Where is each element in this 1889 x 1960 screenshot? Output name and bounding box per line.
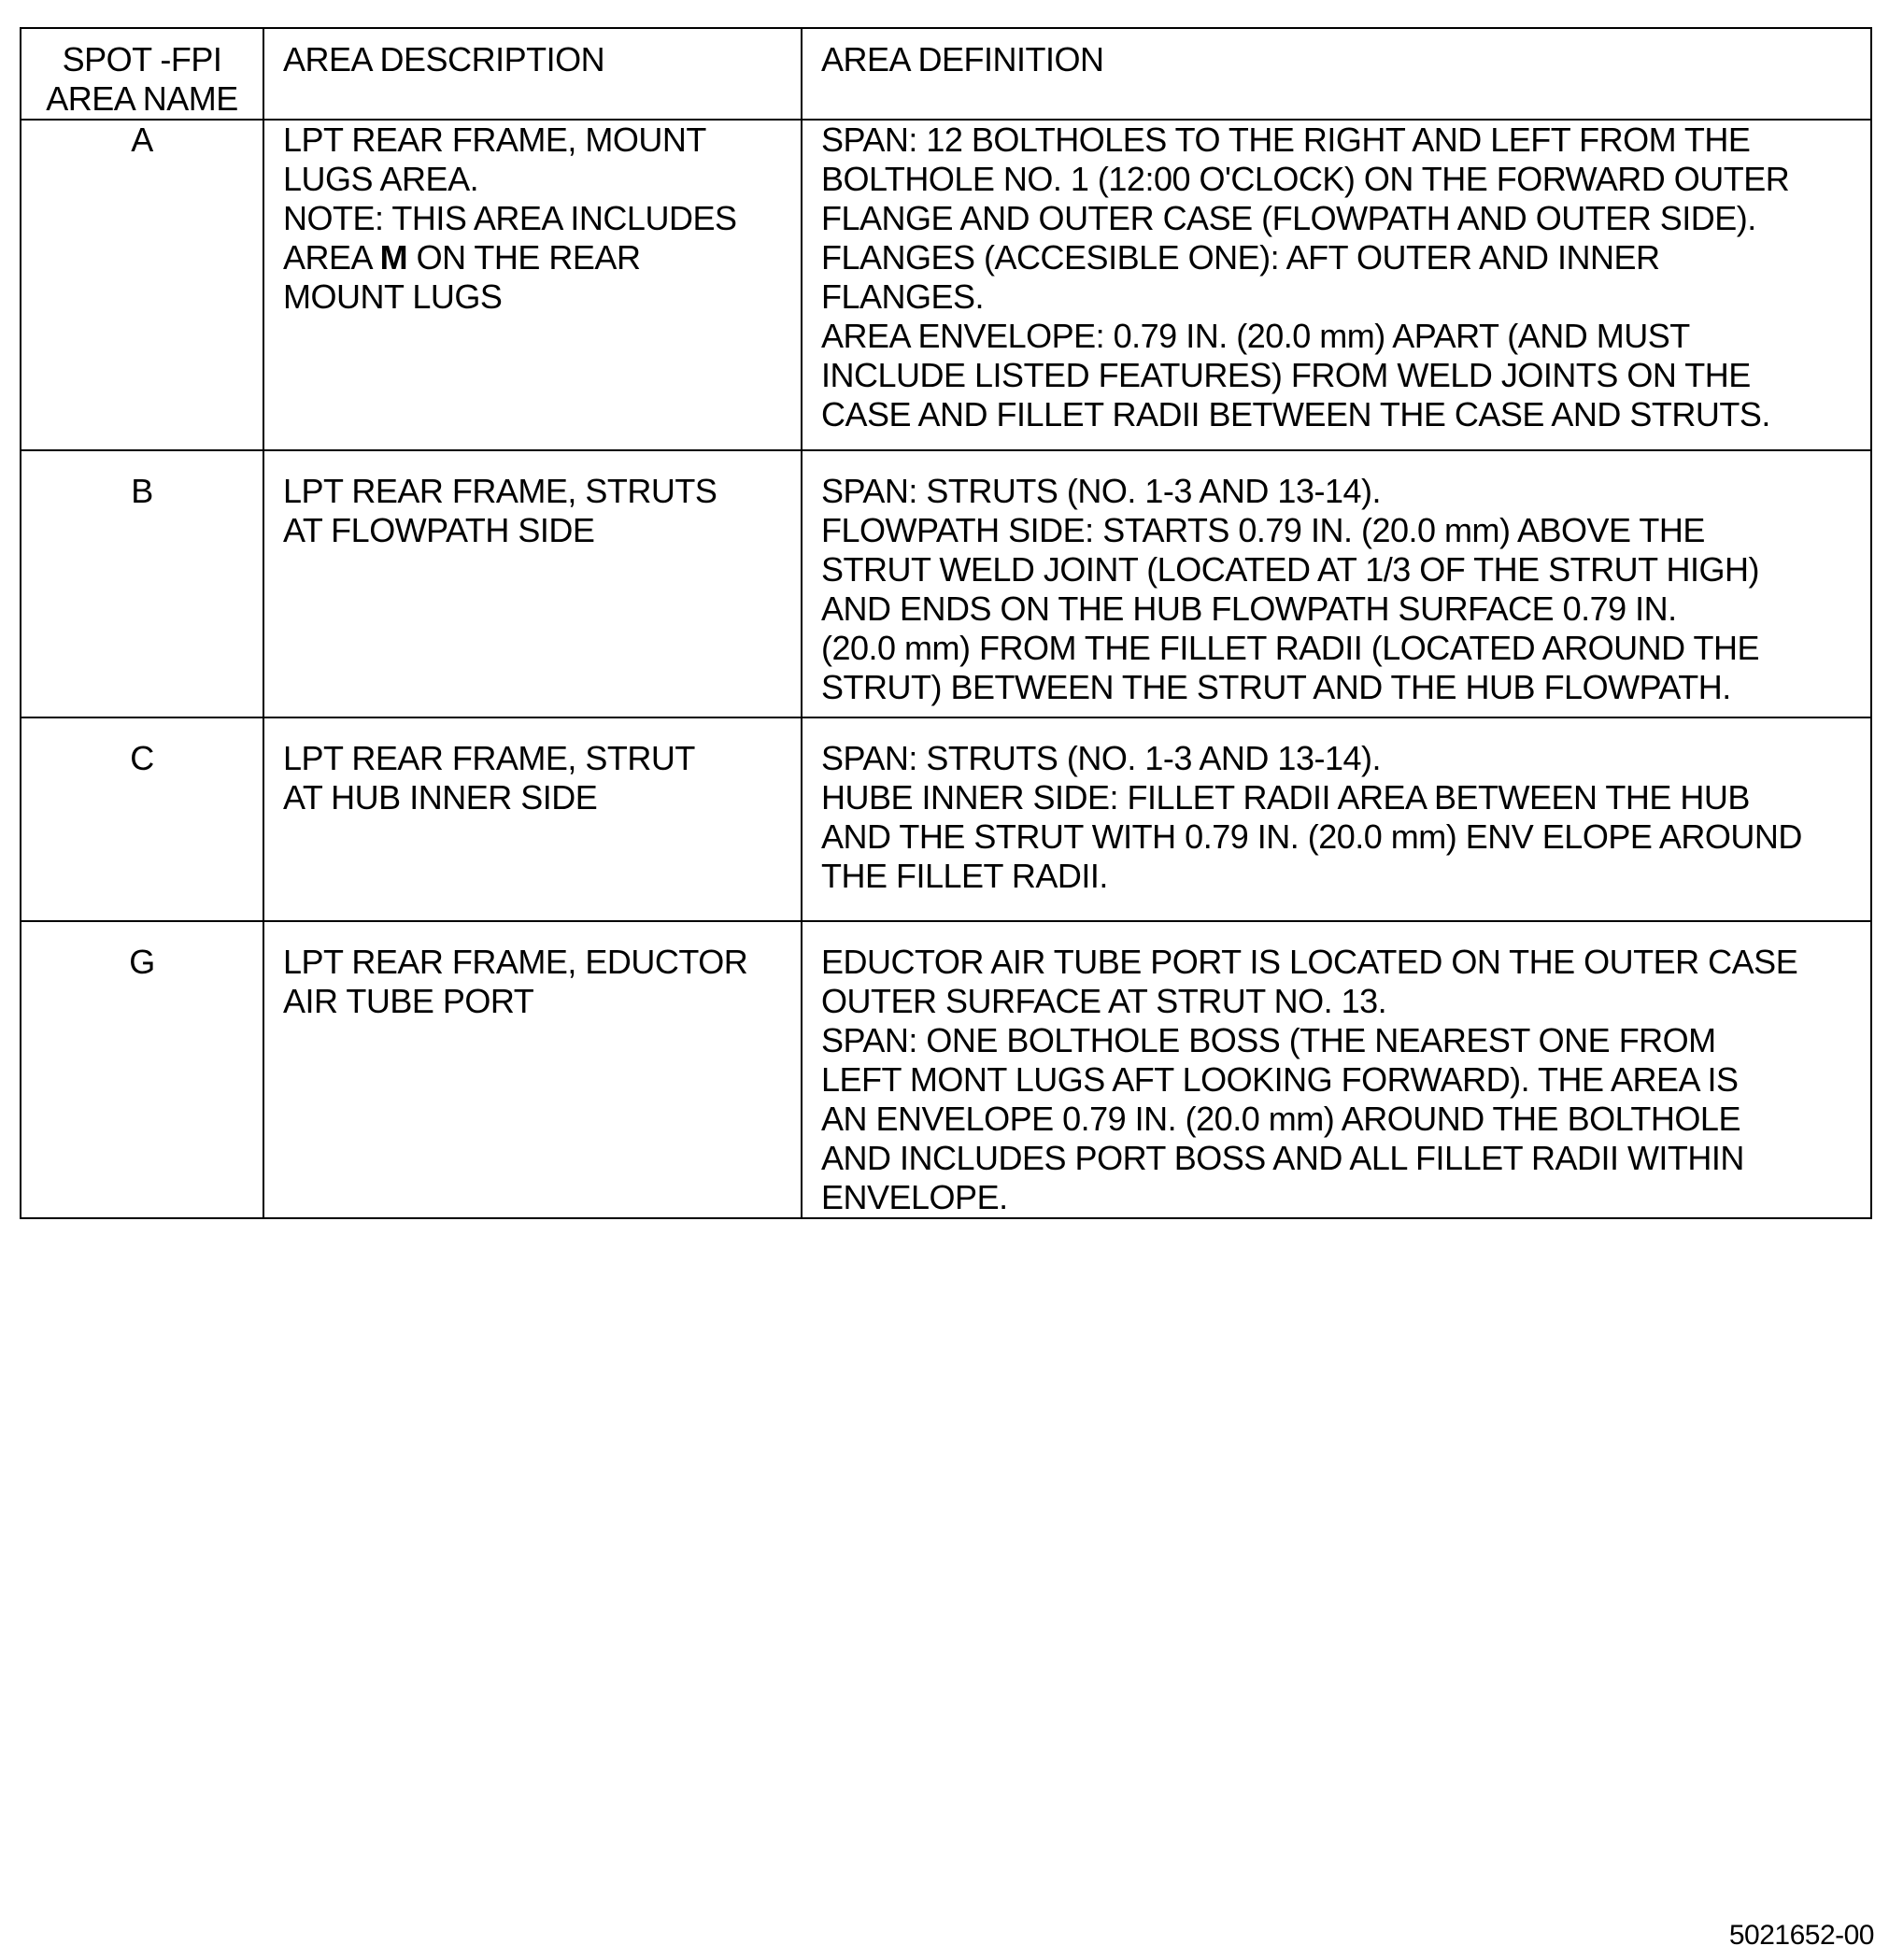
area-name-cell: A xyxy=(21,120,263,450)
area-definition-cell: SPAN: STRUTS (NO. 1-3 AND 13-14). HUBE INNER SIDE: FILLET RADII AREA BETWEEN THE HUB AND THE STRUT WITH 0.79 IN. (20.0 mm) ENV ELOPE AROUND THE FILLET RADII. xyxy=(802,717,1871,921)
table-row xyxy=(21,717,1871,921)
area-definition-cell: SPAN: 12 BOLTHOLES TO THE RIGHT AND LEFT FROM THE BOLTHOLE NO. 1 (12:00 O'CLOCK) ON THE FORWARD OUTER FLANGE AND OUTER CASE (FLOWPATH AND OUTER SIDE). FLANGES (ACCESIBLE ONE): AFT OUTER AND INNER FLANGES. AREA ENVELOPE: 0.79 IN. (20.0 mm) APART (AND MUST INCLUDE LISTED FEATURES) FROM WELD JOINTS ON THE CASE AND FILLET RADII BETWEEN THE CASE AND STRUTS. xyxy=(802,120,1871,450)
area-name-cell: B xyxy=(21,450,263,717)
header-area-description: AREA DESCRIPTION xyxy=(263,28,802,120)
area-description-cell: LPT REAR FRAME, EDUCTOR AIR TUBE PORT xyxy=(263,921,802,1218)
area-name-cell: G xyxy=(21,921,263,1218)
description-text: ON THE REAR MOUNT LUGS xyxy=(283,238,641,316)
area-description-cell xyxy=(263,120,802,450)
table-row xyxy=(21,921,1871,1218)
area-name-cell: C xyxy=(21,717,263,921)
area-description-cell: LPT REAR FRAME, STRUTS AT FLOWPATH SIDE xyxy=(263,450,802,717)
table-row xyxy=(21,450,1871,717)
header-area-name: SPOT -FPI AREA NAME xyxy=(21,28,263,120)
area-description-cell: LPT REAR FRAME, STRUT AT HUB INNER SIDE xyxy=(263,717,802,921)
table-header-row xyxy=(21,28,1871,120)
header-area-definition: AREA DEFINITION xyxy=(802,28,1871,120)
figure-id: 5021652-00 xyxy=(1728,1920,1874,1951)
spot-fpi-area-table xyxy=(20,27,1872,1219)
table-row xyxy=(21,120,1871,450)
description-bold-area-letter: M xyxy=(379,238,408,277)
area-definition-cell: SPAN: STRUTS (NO. 1-3 AND 13-14). FLOWPATH SIDE: STARTS 0.79 IN. (20.0 mm) ABOVE THE STRUT WELD JOINT (LOCATED AT 1/3 OF THE STRUT HIGH) AND ENDS ON THE HUB FLOWPATH SURFACE 0.79 IN. (20.0 mm) FROM THE FILLET RADII (LOCATED AROUND THE STRUT) BETWEEN THE STRUT AND THE HUB FLOWPATH. xyxy=(802,450,1871,717)
area-definition-cell: EDUCTOR AIR TUBE PORT IS LOCATED ON THE OUTER CASE OUTER SURFACE AT STRUT NO. 13. SPAN: ONE BOLTHOLE BOSS (THE NEAREST ONE FROM LEFT MONT LUGS AFT LOOKING FORWARD). THE AREA IS AN ENVELOPE 0.79 IN. (20.0 mm) AROUND THE BOLTHOLE AND INCLUDES PORT BOSS AND ALL FILLET RADII WITHIN ENVELOPE. xyxy=(802,921,1871,1218)
description-text: LPT REAR FRAME, MOUNT LUGS AREA. NOTE: THIS AREA INCLUDES AREA xyxy=(283,121,737,277)
